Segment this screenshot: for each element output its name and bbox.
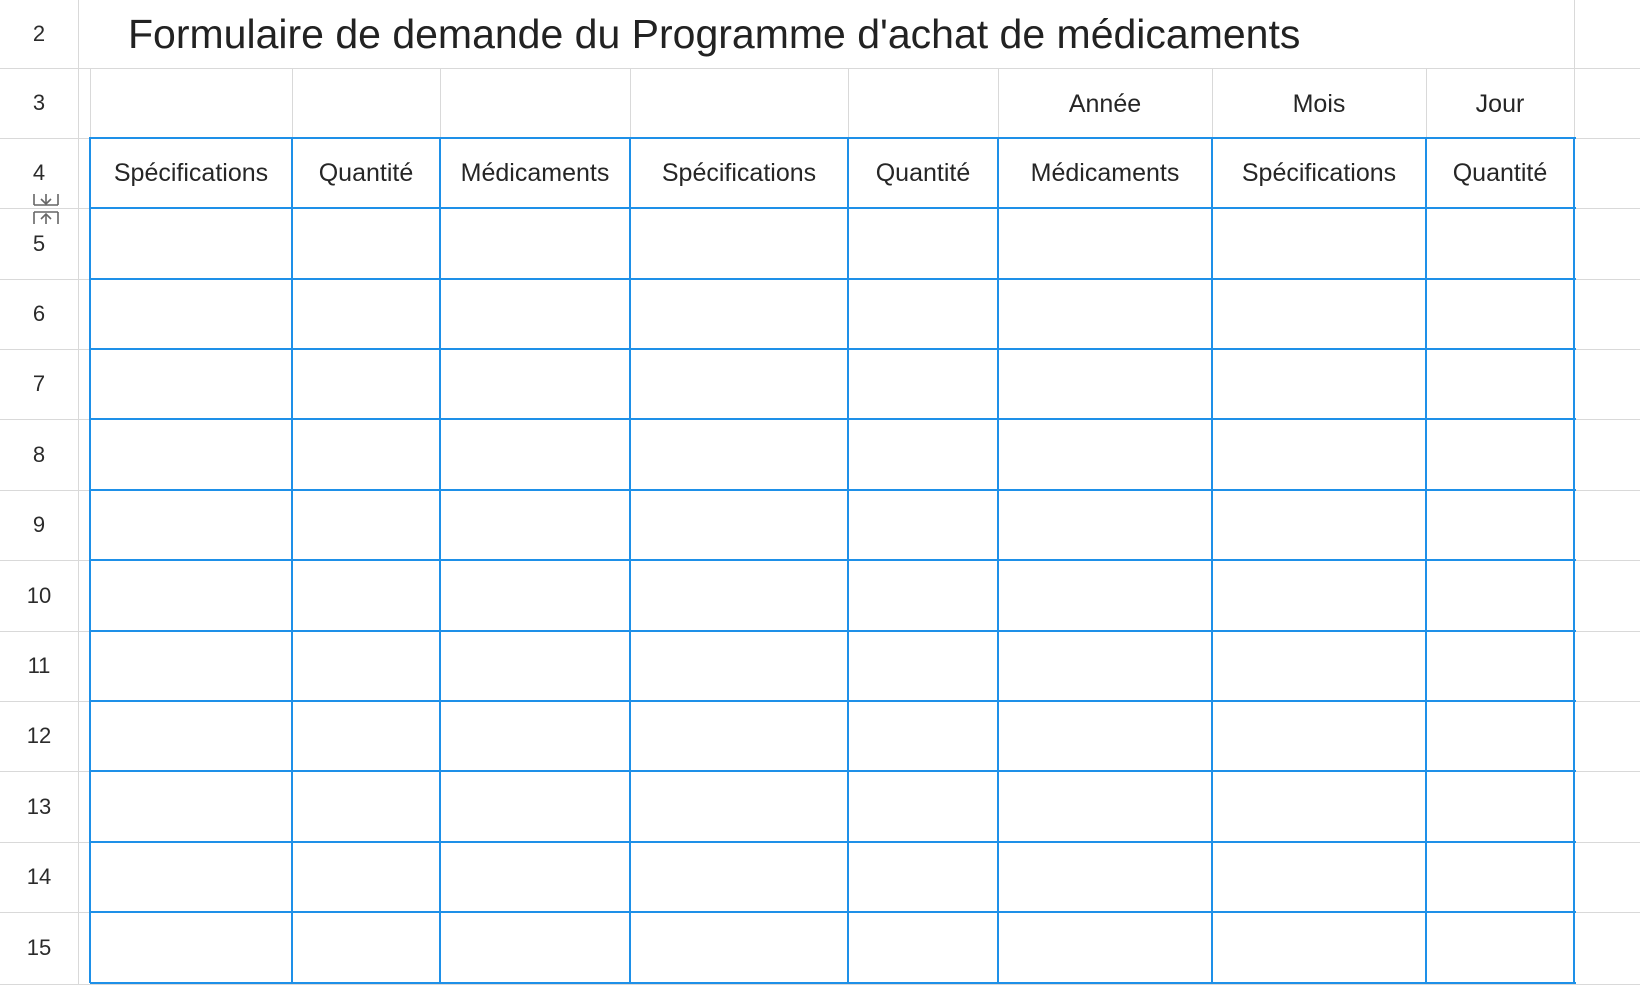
row-number[interactable]: 4 bbox=[32, 160, 46, 185]
table-cell[interactable] bbox=[90, 771, 292, 842]
table-cell[interactable] bbox=[1426, 208, 1574, 279]
table-cell[interactable] bbox=[1426, 701, 1574, 771]
row-number[interactable]: 10 bbox=[26, 582, 52, 608]
grid-column-line bbox=[440, 68, 441, 138]
table-cell[interactable] bbox=[998, 701, 1212, 771]
table-cell[interactable] bbox=[90, 560, 292, 631]
table-cell[interactable] bbox=[1212, 419, 1426, 490]
table-cell[interactable] bbox=[1426, 349, 1574, 419]
table-cell[interactable] bbox=[292, 349, 440, 419]
row-number[interactable]: 7 bbox=[32, 371, 46, 396]
table-cell[interactable] bbox=[1426, 419, 1574, 490]
table-cell[interactable] bbox=[292, 912, 440, 984]
row-number[interactable]: 9 bbox=[32, 512, 46, 537]
table-cell[interactable] bbox=[440, 631, 630, 701]
grid-column-line bbox=[90, 68, 91, 138]
table-cell[interactable] bbox=[848, 279, 998, 349]
row-number[interactable]: 15 bbox=[26, 935, 52, 960]
column-header[interactable]: Quantité bbox=[1452, 158, 1548, 187]
table-cell[interactable] bbox=[90, 701, 292, 771]
table-cell[interactable] bbox=[292, 279, 440, 349]
table-cell[interactable] bbox=[630, 842, 848, 912]
grid-column-line bbox=[292, 68, 293, 138]
table-cell[interactable] bbox=[998, 842, 1212, 912]
grid-column-line bbox=[848, 68, 849, 138]
table-cell[interactable] bbox=[1212, 701, 1426, 771]
table-cell[interactable] bbox=[1426, 912, 1574, 984]
table-cell[interactable] bbox=[440, 912, 630, 984]
table-cell[interactable] bbox=[90, 842, 292, 912]
table-cell[interactable] bbox=[292, 419, 440, 490]
table-cell[interactable] bbox=[630, 631, 848, 701]
column-header[interactable]: Médicaments bbox=[1030, 158, 1180, 187]
row-number[interactable]: 11 bbox=[27, 653, 51, 678]
table-cell[interactable] bbox=[90, 631, 292, 701]
table-cell[interactable] bbox=[998, 771, 1212, 842]
table-cell[interactable] bbox=[848, 208, 998, 279]
grid-column-line bbox=[1574, 68, 1575, 138]
table-cell[interactable] bbox=[1426, 842, 1574, 912]
table-cell[interactable] bbox=[292, 701, 440, 771]
day-label[interactable]: Jour bbox=[1475, 89, 1525, 118]
table-cell[interactable] bbox=[1426, 560, 1574, 631]
row-number[interactable]: 12 bbox=[26, 723, 52, 748]
table-cell[interactable] bbox=[998, 560, 1212, 631]
table-cell[interactable] bbox=[1212, 912, 1426, 984]
row-number[interactable]: 3 bbox=[32, 90, 46, 115]
table-cell[interactable] bbox=[630, 771, 848, 842]
table-cell[interactable] bbox=[440, 208, 630, 279]
table-cell[interactable] bbox=[848, 631, 998, 701]
table-cell[interactable] bbox=[440, 842, 630, 912]
table-cell[interactable] bbox=[1212, 490, 1426, 560]
table-cell[interactable] bbox=[90, 279, 292, 349]
grid-column-line bbox=[78, 0, 79, 984]
table-cell[interactable] bbox=[848, 419, 998, 490]
table-cell[interactable] bbox=[90, 208, 292, 279]
table-cell[interactable] bbox=[90, 912, 292, 984]
table-cell[interactable] bbox=[1426, 631, 1574, 701]
table-cell[interactable] bbox=[998, 631, 1212, 701]
column-header[interactable]: Quantité bbox=[875, 158, 971, 187]
table-cell[interactable] bbox=[440, 419, 630, 490]
table-cell[interactable] bbox=[848, 701, 998, 771]
table-cell[interactable] bbox=[292, 490, 440, 560]
table-cell[interactable] bbox=[90, 419, 292, 490]
table-cell[interactable] bbox=[1212, 208, 1426, 279]
table-cell[interactable] bbox=[848, 771, 998, 842]
table-cell[interactable] bbox=[848, 912, 998, 984]
table-cell[interactable] bbox=[440, 701, 630, 771]
table-cell[interactable] bbox=[292, 842, 440, 912]
year-label[interactable]: Année bbox=[1068, 89, 1142, 118]
table-cell[interactable] bbox=[1212, 560, 1426, 631]
column-header[interactable]: Spécifications bbox=[1241, 158, 1397, 187]
row-number[interactable]: 14 bbox=[26, 864, 52, 889]
table-cell[interactable] bbox=[292, 631, 440, 701]
table-cell[interactable] bbox=[440, 349, 630, 419]
table-cell[interactable] bbox=[1212, 631, 1426, 701]
column-header[interactable]: Spécifications bbox=[661, 158, 817, 187]
row-number[interactable]: 8 bbox=[32, 441, 46, 467]
row-number[interactable]: 6 bbox=[32, 301, 46, 326]
table-cell[interactable] bbox=[630, 419, 848, 490]
table-cell[interactable] bbox=[998, 419, 1212, 490]
month-label[interactable]: Mois bbox=[1292, 89, 1346, 118]
table-cell[interactable] bbox=[1426, 490, 1574, 560]
table-cell[interactable] bbox=[90, 490, 292, 560]
grid-row-line bbox=[0, 68, 1640, 69]
table-cell[interactable] bbox=[998, 912, 1212, 984]
table-cell[interactable] bbox=[440, 490, 630, 560]
page-title[interactable]: Formulaire de demande du Programme d'achat de médicaments bbox=[128, 10, 1301, 57]
column-header[interactable]: Quantité bbox=[318, 158, 414, 187]
row-number[interactable]: 2 bbox=[32, 21, 46, 46]
table-cell[interactable] bbox=[630, 912, 848, 984]
table-cell[interactable] bbox=[440, 279, 630, 349]
row-number[interactable]: 5 bbox=[32, 230, 46, 256]
table-cell[interactable] bbox=[292, 560, 440, 631]
table-cell[interactable] bbox=[998, 490, 1212, 560]
table-cell[interactable] bbox=[848, 842, 998, 912]
table-cell[interactable] bbox=[292, 771, 440, 842]
table-cell[interactable] bbox=[630, 279, 848, 349]
table-cell[interactable] bbox=[848, 490, 998, 560]
table-cell[interactable] bbox=[630, 208, 848, 279]
table-cell[interactable] bbox=[1212, 771, 1426, 842]
table-cell[interactable] bbox=[1426, 771, 1574, 842]
table-cell[interactable] bbox=[440, 560, 630, 631]
table-cell[interactable] bbox=[998, 349, 1212, 419]
grid-column-line bbox=[630, 68, 631, 138]
column-header[interactable]: Spécifications bbox=[113, 158, 269, 187]
table-cell[interactable] bbox=[998, 279, 1212, 349]
row-number[interactable]: 13 bbox=[26, 793, 52, 819]
table-cell[interactable] bbox=[440, 771, 630, 842]
row-resize-icon[interactable] bbox=[30, 192, 62, 226]
table-cell[interactable] bbox=[630, 701, 848, 771]
table-row-border bbox=[90, 137, 1576, 139]
column-header[interactable]: Médicaments bbox=[460, 158, 610, 187]
table-cell[interactable] bbox=[1212, 279, 1426, 349]
table-cell[interactable] bbox=[1212, 842, 1426, 912]
table-cell[interactable] bbox=[848, 349, 998, 419]
table-cell[interactable] bbox=[848, 560, 998, 631]
table-cell[interactable] bbox=[630, 490, 848, 560]
table-cell[interactable] bbox=[1212, 349, 1426, 419]
table-cell[interactable] bbox=[1426, 279, 1574, 349]
table-cell[interactable] bbox=[292, 208, 440, 279]
table-cell[interactable] bbox=[90, 349, 292, 419]
table-cell[interactable] bbox=[998, 208, 1212, 279]
table-cell[interactable] bbox=[630, 560, 848, 631]
table-cell[interactable] bbox=[630, 349, 848, 419]
